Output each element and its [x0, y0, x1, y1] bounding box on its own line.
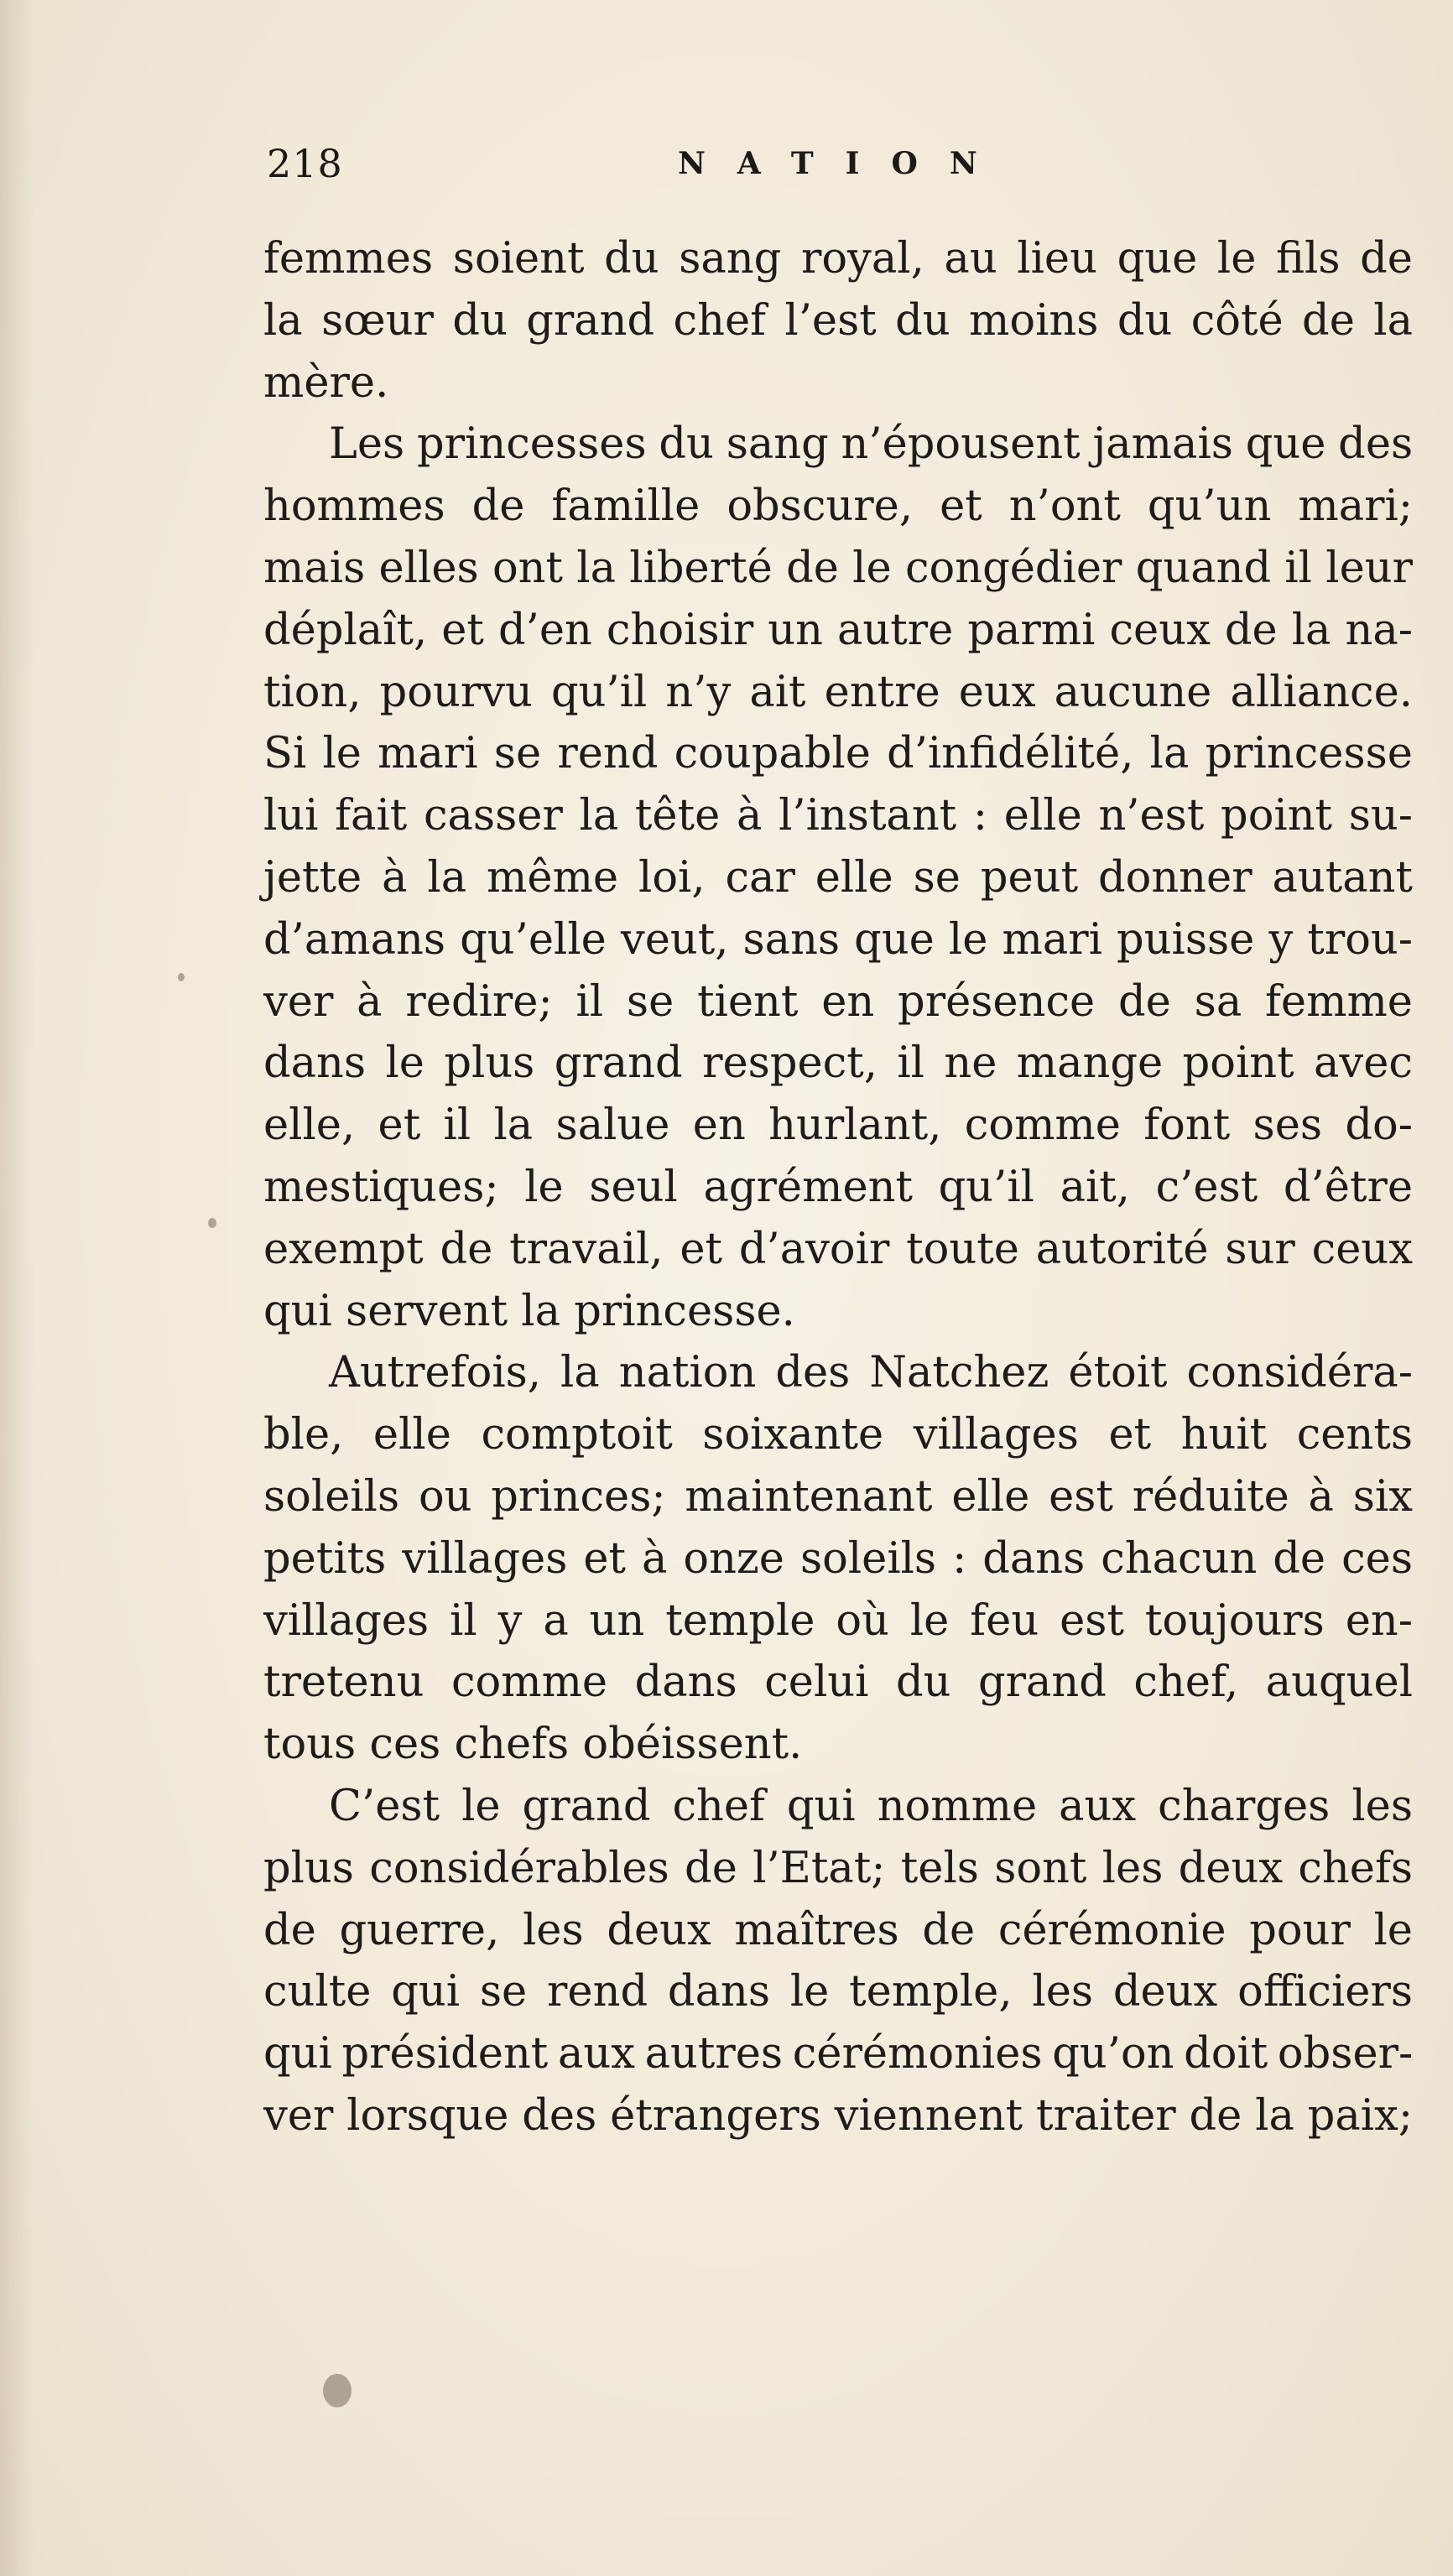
text-line: jette à la même loi, car elle se peut donner autant [263, 852, 1413, 903]
text-line: Autrefois, la nation des Natchez étoit considéra- [329, 1348, 1413, 1398]
text-line: mère. [263, 357, 389, 408]
text-line: ver à redire; il se tient en présence de sa femme [263, 976, 1413, 1027]
text-line: qui président aux autres cérémonies qu’on doit obser- [263, 2029, 1414, 2079]
running-head: NATION [678, 146, 1009, 181]
text-line: ble, elle comptoit soixante villages et huit cents [263, 1410, 1413, 1460]
body-text [263, 228, 1413, 2147]
text-line: villages il y a un temple où le feu est toujours en- [263, 1595, 1413, 1646]
text-line: C’est le grand chef qui nomme aux charges les [329, 1781, 1413, 1831]
text-line: déplaît, et d’en choisir un autre parmi ceux de la na- [263, 605, 1413, 655]
page-gutter-shadow [0, 0, 34, 2576]
paragraph-grand-chef [263, 1776, 1413, 2147]
paragraph-continuation [263, 228, 1413, 414]
text-line: soleils ou princes; maintenant elle est réduite à six [263, 1471, 1413, 1522]
text-line: femmes soient du sang royal, au lieu que le fils de [263, 234, 1413, 284]
text-line: exempt de travail, et d’avoir toute autorité sur ceux [263, 1224, 1413, 1274]
text-line: ver lorsque des étrangers viennent traiter de la paix; [263, 2090, 1414, 2141]
text-line: petits villages et à onze soleils : dans chacun de ces [263, 1533, 1413, 1584]
text-line: lui fait casser la tête à l’instant : elle n’est point su- [263, 791, 1413, 841]
page-header [267, 141, 1441, 200]
ink-speck [178, 973, 185, 981]
text-line: d’amans qu’elle veut, sans que le mari puisse y trou- [263, 914, 1413, 965]
paragraph-princesses [263, 414, 1413, 1342]
text-line: tretenu comme dans celui du grand chef, auquel [263, 1657, 1413, 1708]
ink-speck [208, 1218, 216, 1228]
text-line: de guerre, les deux maîtres de cérémonie pour le [263, 1905, 1413, 1955]
page-number: 218 [267, 141, 343, 186]
text-line: mestiques; le seul agrément qu’il ait, c’est d’être [263, 1162, 1413, 1212]
text-line: tion, pourvu qu’il n’y ait entre eux aucune alliance. [263, 667, 1413, 717]
text-line: mais elles ont la liberté de le congédier quand il leur [263, 543, 1413, 593]
text-line: hommes de famille obscure, et n’ont qu’un mari; [263, 481, 1413, 532]
text-line: dans le plus grand respect, il ne mange point avec [263, 1038, 1413, 1089]
text-line: plus considérables de l’Etat; tels sont les deux chefs [263, 1843, 1413, 1893]
paragraph-autrefois [263, 1342, 1413, 1776]
ink-blot [323, 2374, 352, 2407]
text-line: tous ces chefs obéissent. [263, 1720, 803, 1770]
text-line: Si le mari se rend coupable d’infidélité, la princesse [263, 729, 1413, 779]
text-line: qui servent la princesse. [263, 1286, 795, 1336]
text-line: elle, et il la salue en hurlant, comme font ses do- [263, 1101, 1413, 1151]
text-line: la sœur du grand chef l’est du moins du côté de la [263, 295, 1413, 346]
text-line: Les princesses du sang n’épousent jamais que des [329, 419, 1414, 470]
text-line: culte qui se rend dans le temple, les deux officiers [263, 1967, 1413, 2017]
